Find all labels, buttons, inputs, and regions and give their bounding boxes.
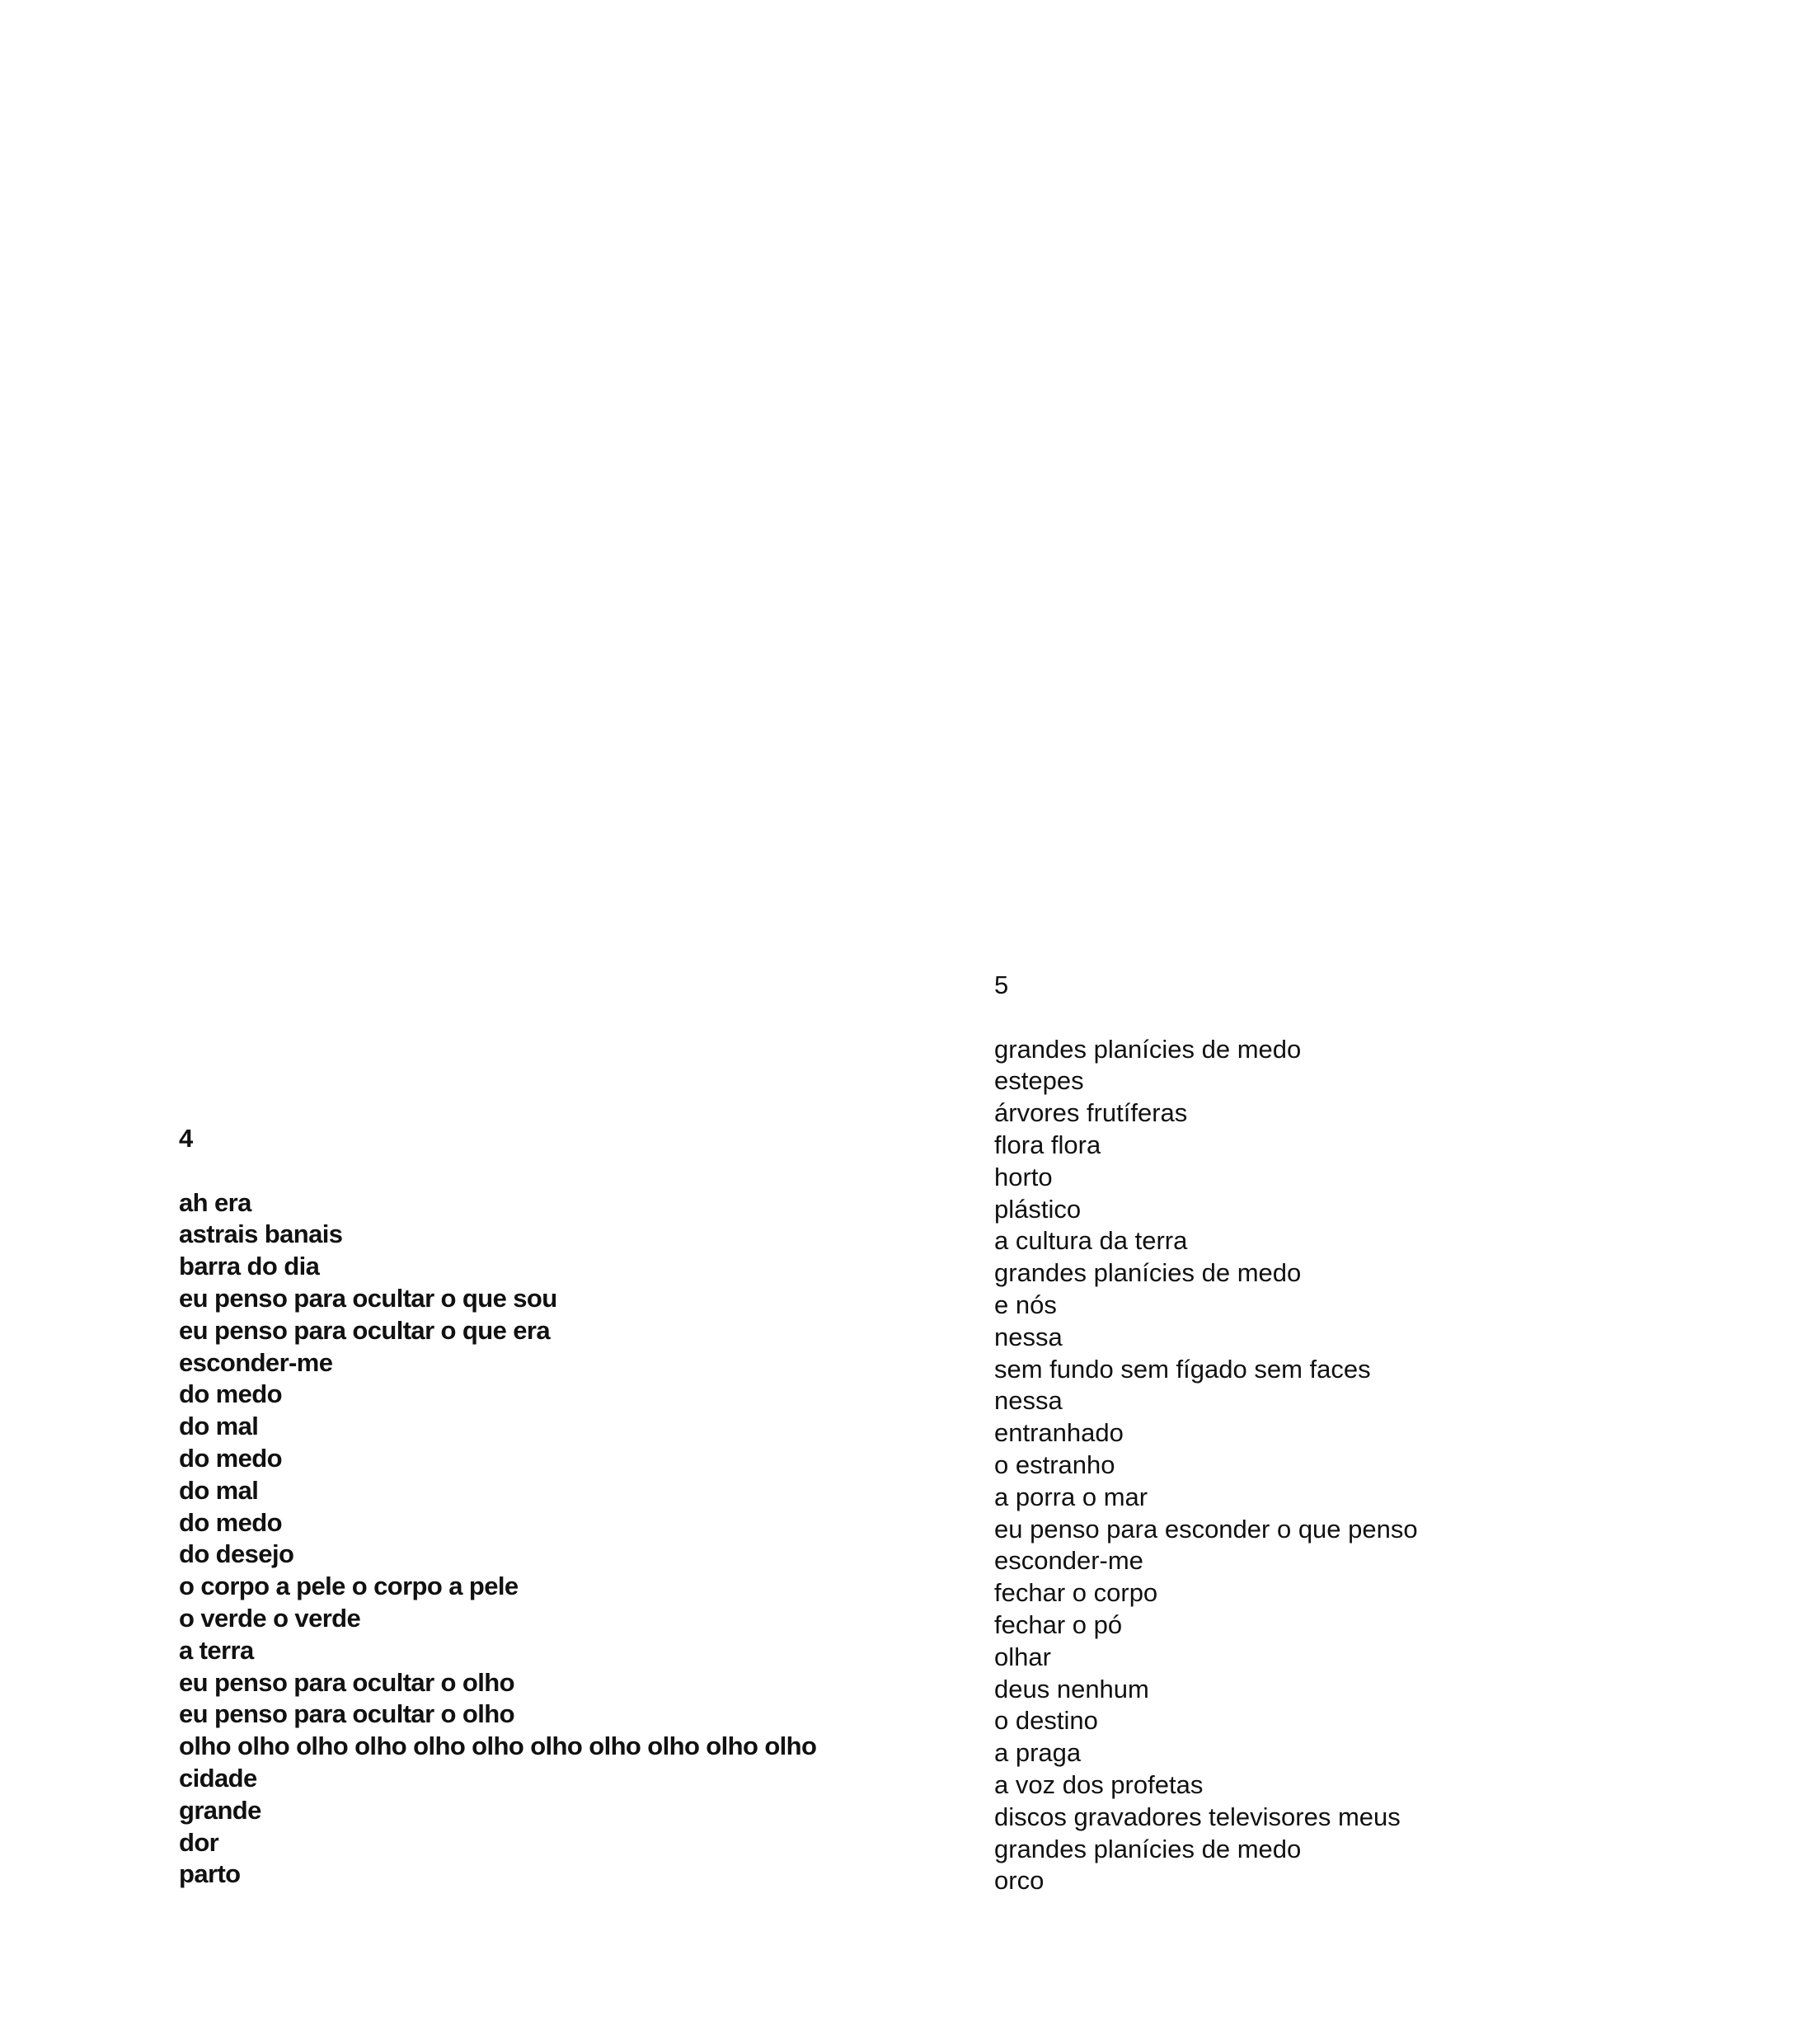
poem-line: o corpo a pele o corpo a pele: [179, 1572, 519, 1601]
poem-line: nessa: [994, 1322, 1063, 1351]
poem-line: sem fundo sem fígado sem faces: [994, 1354, 1371, 1384]
poem-line: cidade: [179, 1763, 257, 1793]
poem-line: dor: [179, 1827, 219, 1857]
poem-line: o destino: [994, 1706, 1098, 1736]
poem-line: olho olho olho olho olho olho olho olho olho olho olho: [179, 1732, 817, 1761]
poem-line: do medo: [179, 1507, 282, 1537]
poem-line: e nós: [994, 1290, 1057, 1319]
poem-line: a porra o mar: [994, 1482, 1148, 1511]
poem-line: do medo: [179, 1443, 282, 1473]
poem-lines: [994, 1034, 1736, 1898]
poem-line: do mal: [179, 1475, 259, 1505]
poem-line: eu penso para ocultar o olho: [179, 1667, 514, 1697]
poem-line: esconder-me: [994, 1546, 1143, 1576]
poem-line: orco: [994, 1866, 1045, 1896]
poem-line: estepes: [994, 1066, 1084, 1096]
poem-line: eu penso para esconder o que penso: [994, 1514, 1418, 1544]
poem-line: olhar: [994, 1642, 1051, 1671]
poem-line: entranhado: [994, 1418, 1124, 1448]
poem-4: [179, 1123, 888, 1891]
poem-line: nessa: [994, 1386, 1063, 1416]
poem-line: grande: [179, 1795, 261, 1825]
poem-line: eu penso para ocultar o que era: [179, 1315, 550, 1345]
poem-line: a voz dos profetas: [994, 1769, 1204, 1799]
poem-line: flora flora: [994, 1130, 1101, 1159]
poem-5: [994, 970, 1736, 1897]
poem-line: plástico: [994, 1194, 1082, 1224]
poem-line: discos gravadores televisores meus: [994, 1802, 1401, 1831]
poem-line: do medo: [179, 1379, 282, 1409]
poem-line: grandes planícies de medo: [994, 1034, 1302, 1064]
poem-line: o estranho: [994, 1450, 1115, 1479]
poem-line: eu penso para ocultar o olho: [179, 1699, 514, 1729]
poem-line: árvores frutíferas: [994, 1098, 1188, 1128]
poem-line: fechar o corpo: [994, 1578, 1158, 1608]
poem-line: esconder-me: [179, 1347, 333, 1377]
poem-lines: [179, 1187, 888, 1891]
poem-line: o verde o verde: [179, 1603, 361, 1633]
poem-line: barra do dia: [179, 1252, 320, 1281]
poem-line: a cultura da terra: [994, 1226, 1188, 1256]
poem-number: 5: [994, 970, 1009, 999]
poem-line: do mal: [179, 1412, 259, 1441]
poem-line: grandes planícies de medo: [994, 1834, 1302, 1863]
poem-line: parto: [179, 1859, 241, 1889]
poem-line: do desejo: [179, 1539, 294, 1569]
poem-line: fechar o pó: [994, 1609, 1123, 1639]
poem-line: a terra: [179, 1635, 254, 1665]
poem-line: ah era: [179, 1187, 251, 1217]
poem-line: grandes planícies de medo: [994, 1258, 1302, 1288]
poem-line: a praga: [994, 1738, 1082, 1768]
poem-number: 4: [179, 1124, 194, 1153]
poem-line: astrais banais: [179, 1219, 343, 1249]
poem-line: deus nenhum: [994, 1674, 1149, 1703]
poem-line: horto: [994, 1162, 1053, 1191]
poem-line: eu penso para ocultar o que sou: [179, 1283, 557, 1313]
